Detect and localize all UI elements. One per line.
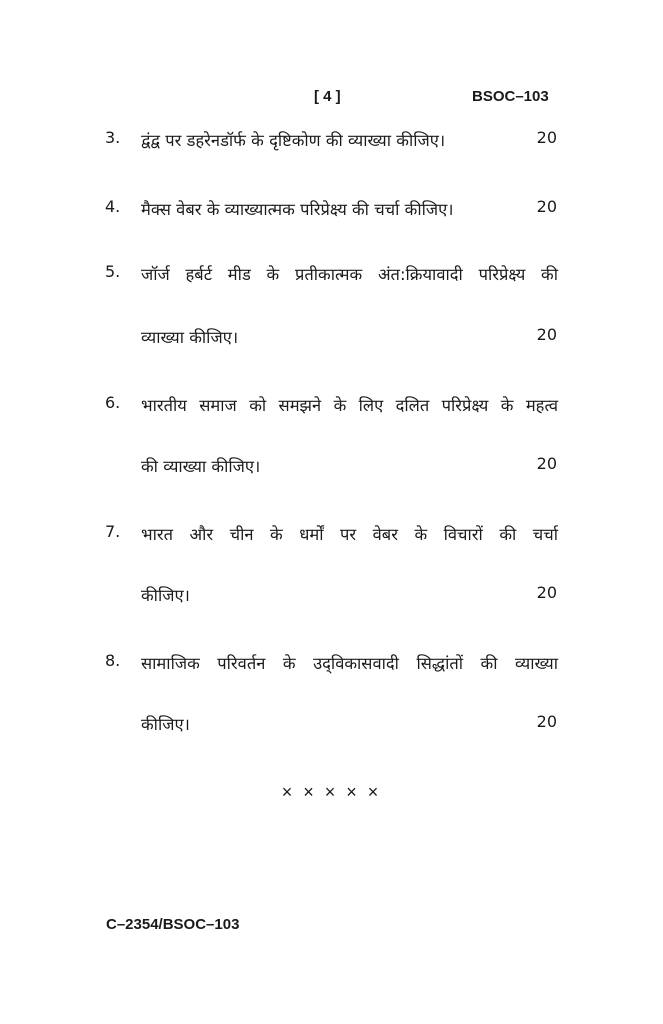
- question-3: [0, 128, 663, 154]
- question-text: जॉर्ज हर्बर्ट मीड के प्रतीकात्मक अंत:क्रियावादी परिप्रेक्ष्य की: [141, 265, 558, 284]
- question-4: [0, 197, 663, 223]
- question-text: मैक्स वेबर के व्याख्यात्मक परिप्रेक्ष्य की चर्चा कीजिए।: [141, 200, 454, 219]
- question-number: 4.: [105, 197, 121, 216]
- question-text: कीजिए।: [141, 715, 190, 734]
- question-6: [0, 393, 663, 419]
- question-5-continued: [0, 325, 663, 351]
- question-marks: 20: [536, 454, 557, 473]
- question-8: [0, 651, 663, 677]
- question-marks: 20: [536, 325, 557, 344]
- question-number: 3.: [105, 128, 121, 147]
- question-text: व्याख्या कीजिए।: [141, 328, 239, 347]
- question-number: 7.: [105, 522, 121, 541]
- paper-code-header: BSOC–103: [472, 88, 549, 105]
- footer-paper-code: C–2354/BSOC–103: [106, 916, 240, 933]
- question-6-continued: [0, 454, 663, 480]
- question-7-continued: [0, 583, 663, 609]
- question-text: भारत और चीन के धर्मों पर वेबर के विचारों की चर्चा: [141, 525, 558, 544]
- question-text: भारतीय समाज को समझने के लिए दलित परिप्रेक्ष्य के महत्व: [141, 396, 558, 415]
- question-5: [0, 262, 663, 288]
- question-text: सामाजिक परिवर्तन के उद्‌विकासवादी सिद्धांतों की व्याख्या: [141, 654, 558, 673]
- question-marks: 20: [536, 712, 557, 731]
- question-7: [0, 522, 663, 548]
- question-marks: 20: [536, 128, 557, 147]
- question-marks: 20: [536, 197, 557, 216]
- question-text: की व्याख्या कीजिए।: [141, 457, 261, 476]
- page-number: [ 4 ]: [314, 88, 341, 105]
- question-number: 5.: [105, 262, 121, 281]
- question-marks: 20: [536, 583, 557, 602]
- question-8-continued: [0, 712, 663, 738]
- question-text: कीजिए।: [141, 586, 190, 605]
- question-text: द्वंद्व पर डहरेनडॉर्फ के दृष्टिकोण की व्याख्या कीजिए।: [141, 131, 446, 150]
- question-number: 8.: [105, 651, 121, 670]
- end-of-paper-marker: × × × × ×: [281, 782, 382, 802]
- question-number: 6.: [105, 393, 121, 412]
